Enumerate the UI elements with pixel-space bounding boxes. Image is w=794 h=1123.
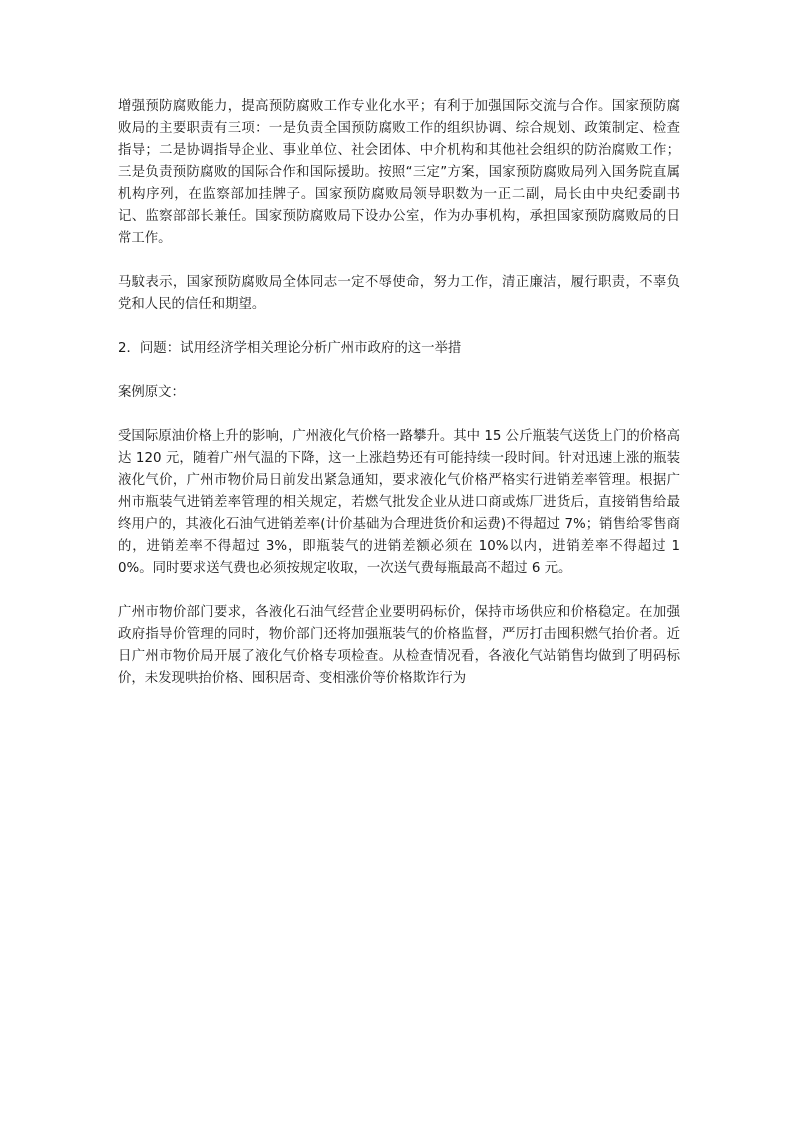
paragraph-price-supervision: 广州市物价部门要求，各液化石油气经营企业要明码标价，保持市场供应和价格稳定。在加强政府指导价管理的同时，物价部门还将加强瓶装气的价格监督，严厉打击囤积燃气抬价者。近日广州市物价局开展了液化气价格专项检查。从检查情况看，各液化气站销售均做到了明码标价，未发现哄抬价格、囤积居奇、变相涨价等价格欺诈行为: [118, 605, 680, 686]
question-heading: 2．问题：试用经济学相关理论分析广州市政府的这一举措: [118, 341, 462, 356]
paragraph-lpg-price-rise: 受国际原油价格上升的影响，广州液化气价格一路攀升。其中 15 公斤瓶装气送货上门的价格高达 120 元，随着广州气温的下降，这一上涨趋势还有可能持续一段时间。针对迅速上涨的瓶装液化气价，广州市物价局日前发出紧急通知，要求液化气价格严格实行进销差率管理。根据广州市瓶装气进销差率管理的相关规定，若燃气批发企业从进口商或炼厂进货后，直接销售给最终用户的，其液化石油气进销差率(计价基础为合理进货价和运费)不得超过 7%；销售给零售商的，进销差率不得超过 3%，即瓶装气的进销差额必须在 10%以内，进销差率不得超过 10%。同时要求送气费也必须按规定收取，一次送气费每瓶最高不超过 6 元。: [118, 429, 680, 576]
case-original-label: 案例原文：: [118, 385, 185, 400]
paragraph-anti-corruption-bureau-duties: 增强预防腐败能力，提高预防腐败工作专业化水平；有利于加强国际交流与合作。国家预防腐败局的主要职责有三项：一是负责全国预防腐败工作的组织协调、综合规划、政策制定、检查指导；二是协调指导企业、事业单位、社会团体、中介机构和其他社会组织的防治腐败工作；三是负责预防腐败的国际合作和国际援助。按照“三定”方案，国家预防腐败局列入国务院直属机构序列，在监察部加挂牌子。国家预防腐败局领导职数为一正二副，局长由中央纪委副书记、监察部部长兼任。国家预防腐败局下设办公室，作为办事机构，承担国家预防腐败局的日常工作。: [118, 99, 680, 246]
document-body: [118, 96, 680, 712]
paragraph-ma-wen-statement: 马馼表示，国家预防腐败局全体同志一定不辱使命，努力工作，清正廉洁，履行职责，不辜负党和人民的信任和期望。: [118, 275, 680, 312]
